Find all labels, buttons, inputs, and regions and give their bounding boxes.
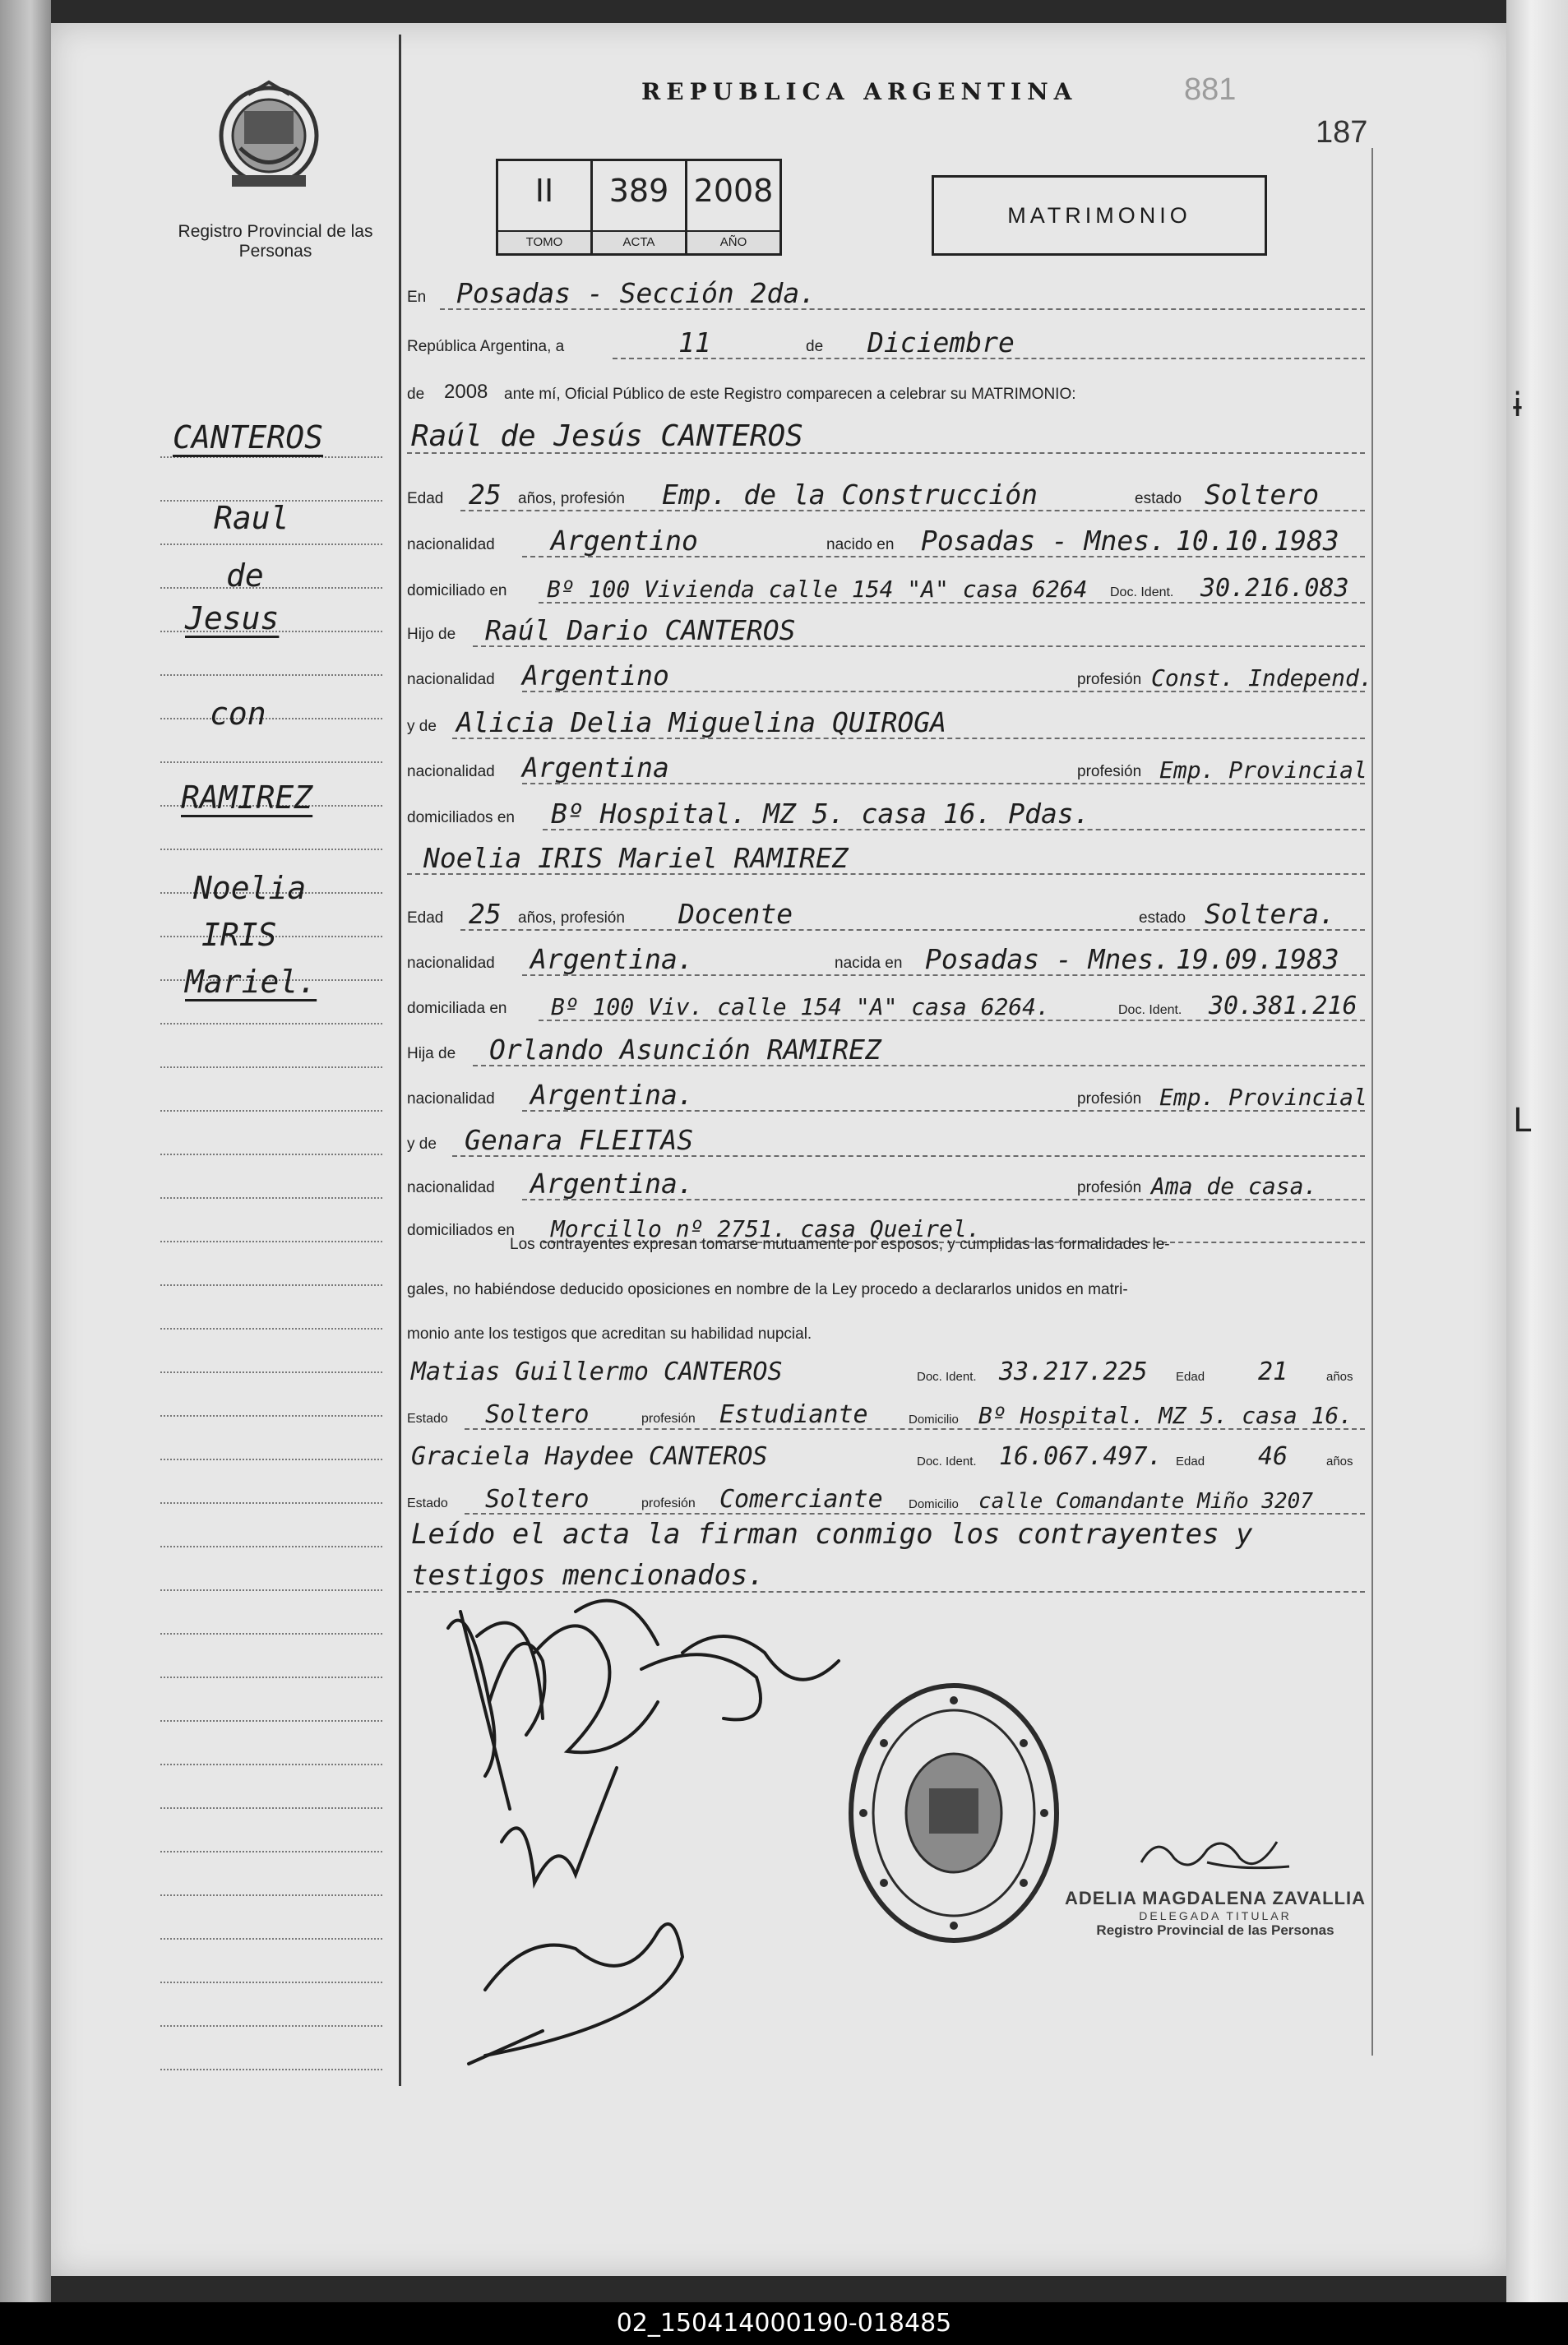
statement-line: Los contrayentes expresan tomarse mutuamente por esposos, y cumplidas las formalidades le- xyxy=(510,1236,1170,1253)
row-groom-nationality: nacionalidad Argentino nacido en Posadas - Mnes. 10.10.1983 xyxy=(407,523,1373,561)
margin-name-line: Raul xyxy=(214,500,289,536)
row-bride-address: domiciliada en Bº 100 Viv. calle 154 "A" casa 6264. Doc. Ident. 30.381.216 xyxy=(407,987,1373,1024)
margin-ruled-line xyxy=(160,1371,382,1374)
book-page-edge: ɨ L xyxy=(1506,0,1568,2302)
margin-ruled-line xyxy=(160,1894,382,1897)
margin-name-line: IRIS xyxy=(201,917,277,953)
row-witness2-name: Graciela Haydee CANTEROS Doc. Ident. 16.067.497. Edad 46 años xyxy=(411,1442,1353,1471)
margin-ruled-line xyxy=(160,1328,382,1330)
margin-ruled-line xyxy=(160,1851,382,1853)
book-binding-left xyxy=(0,0,51,2302)
official-role: DELEGADA TITULAR xyxy=(1139,1909,1292,1922)
margin-ruled-line xyxy=(160,1241,382,1243)
row-bride-age: Edad 25 años, profesión Docente estado Soltera. xyxy=(407,896,1373,934)
row-groom-mother: y de Alicia Delia Miguelina QUIROGA xyxy=(407,705,1373,742)
month-value: Diciembre xyxy=(867,326,1015,358)
margin-rule xyxy=(399,35,401,2086)
margin-ruled-line xyxy=(160,1807,382,1810)
margin-ruled-line xyxy=(160,718,382,720)
statement-line: gales, no habiéndose deducido oposiciones en nombre de la Ley procedo a declararlos unidos en matri- xyxy=(407,1281,1128,1298)
official-stamp xyxy=(1065,1825,1366,1939)
margin-conjunction: con xyxy=(210,696,266,732)
margin-ruled-line xyxy=(160,587,382,590)
margin-surname1: CANTEROS xyxy=(173,419,324,456)
row-place: En Posadas - Sección 2da. xyxy=(407,275,1373,313)
official-seal-icon xyxy=(843,1677,1065,1949)
row-bride-nationality: nacionalidad Argentina. nacida en Posadas - Mnes. 19.09.1983 xyxy=(407,941,1373,979)
day-value: 11 xyxy=(678,326,711,358)
margin-ruled-line xyxy=(160,1677,382,1679)
place-value: Posadas - Sección 2da. xyxy=(456,277,816,309)
closing-line: Leído el acta la firman conmigo los contrayentes y xyxy=(411,1518,1253,1551)
margin-name-line: Mariel. xyxy=(185,964,317,1000)
row-witness2-details: Estado Soltero profesión Comerciante Domicilio calle Comandante Miño 3207 xyxy=(407,1480,1373,1518)
row-groom-father-nat: nacionalidad Argentino profesión Const. Independ. xyxy=(407,659,1373,691)
row-declaration: de 2008 ante mí, Oficial Público de este Registro comparecen a celebrar su MATRIMONIO: xyxy=(407,381,1076,403)
margin-ruled-line xyxy=(160,1546,382,1548)
margin-ruled-line xyxy=(160,2025,382,2028)
row-groom-father: Hijo de Raúl Dario CANTEROS xyxy=(407,613,1373,650)
margin-name-line: de xyxy=(226,557,264,594)
margin-ruled-line xyxy=(160,543,382,546)
margin-ruled-line xyxy=(160,1459,382,1461)
row-witness1-details: Estado Soltero profesión Estudiante Domicilio Bº Hospital. MZ 5. casa 16. xyxy=(407,1395,1373,1433)
anio-cell: 2008 AÑO xyxy=(687,161,779,253)
witness2-name: Graciela Haydee CANTEROS xyxy=(411,1442,768,1471)
margin-ruled-line xyxy=(160,1633,382,1635)
book-reference-box xyxy=(496,159,782,256)
row-bride-father: Hija de Orlando Asunción RAMIREZ xyxy=(407,1032,1373,1070)
margin-ruled-line xyxy=(160,1284,382,1287)
margin-ruled-line xyxy=(160,1720,382,1723)
row-bride-name xyxy=(407,840,1373,878)
record-type-box: MATRIMONIO xyxy=(932,175,1267,256)
page-number: 187 xyxy=(1316,115,1368,150)
year-value: 2008 xyxy=(444,381,488,403)
row-witness1-name: Matias Guillermo CANTEROS Doc. Ident. 33.217.225 Edad 21 años xyxy=(411,1358,1353,1386)
margin-ruled-line xyxy=(160,2069,382,2071)
row-groom-parents-address: domiciliados en Bº Hospital. MZ 5. casa 16. Pdas. xyxy=(407,796,1373,834)
row-closing-1 xyxy=(407,1517,1373,1555)
row-date: República Argentina, a 11 de Diciembre xyxy=(407,325,1373,363)
signatures-drawing xyxy=(411,1562,872,2105)
bride-name: Noelia IRIS Mariel RAMIREZ xyxy=(423,842,849,874)
margin-ruled-line xyxy=(160,1589,382,1592)
registry-name: Registro Provincial de las Personas xyxy=(178,222,373,261)
margin-ruled-line xyxy=(160,1938,382,1940)
row-groom-name xyxy=(407,419,1373,457)
document-title: REPUBLICA ARGENTINA xyxy=(641,78,1078,105)
official-name: ADELIA MAGDALENA ZAVALLIA xyxy=(1065,1888,1366,1908)
stamp-number: 881 xyxy=(1184,72,1237,107)
row-bride-mother: y de Genara FLEITAS xyxy=(407,1122,1373,1160)
official-signature-icon xyxy=(1125,1825,1306,1883)
closing-line: testigos mencionados. xyxy=(411,1559,765,1592)
row-groom-mother-nat: nacionalidad Argentina profesión Emp. Provincial xyxy=(407,752,1367,784)
acta-cell: 389 ACTA xyxy=(593,161,687,253)
province-coat-of-arms-icon xyxy=(215,78,322,214)
official-organization: Registro Provincial de las Personas xyxy=(1096,1922,1334,1938)
margin-ruled-line xyxy=(160,1066,382,1069)
tomo-cell: II TOMO xyxy=(498,161,593,253)
margin-ruled-line xyxy=(160,1502,382,1505)
statement-line: monio ante los testigos que acreditan su habilidad nupcial. xyxy=(407,1325,812,1343)
margin-ruled-line xyxy=(160,1415,382,1418)
margin-surname2: RAMIREZ xyxy=(181,779,313,816)
row-bride-father-nat: nacionalidad Argentina. profesión Emp. Provincial xyxy=(407,1079,1367,1111)
row-bride-parents-address: domiciliados en Morcillo nº 2751. casa Queirel. xyxy=(407,1209,1373,1247)
margin-ruled-line xyxy=(160,1197,382,1200)
row-bride-mother-nat: nacionalidad Argentina. profesión Ama de casa. xyxy=(407,1166,1373,1204)
margin-name-line: Noelia xyxy=(193,870,307,906)
margin-ruled-line xyxy=(160,1982,382,1984)
margin-name-line: Jesus xyxy=(185,600,280,636)
row-groom-address: domiciliado en Bº 100 Vivienda calle 154 "A" casa 6264 Doc. Ident. 30.216.083 xyxy=(407,569,1373,607)
margin-ruled-line xyxy=(160,456,382,459)
witness1-name: Matias Guillermo CANTEROS xyxy=(411,1358,783,1386)
image-code: 02_150414000190-018485 xyxy=(616,2309,952,2338)
margin-ruled-line xyxy=(160,1764,382,1766)
margin-ruled-line xyxy=(160,849,382,851)
margin-ruled-line xyxy=(160,1154,382,1156)
margin-ruled-line xyxy=(160,761,382,764)
margin-ruled-line xyxy=(160,1023,382,1025)
margin-ruled-line xyxy=(160,1110,382,1112)
margin-ruled-line xyxy=(160,674,382,677)
groom-name: Raúl de Jesús CANTEROS xyxy=(411,419,803,453)
row-groom-age: Edad 25 años, profesión Emp. de la Construcción estado Soltero xyxy=(407,477,1373,515)
